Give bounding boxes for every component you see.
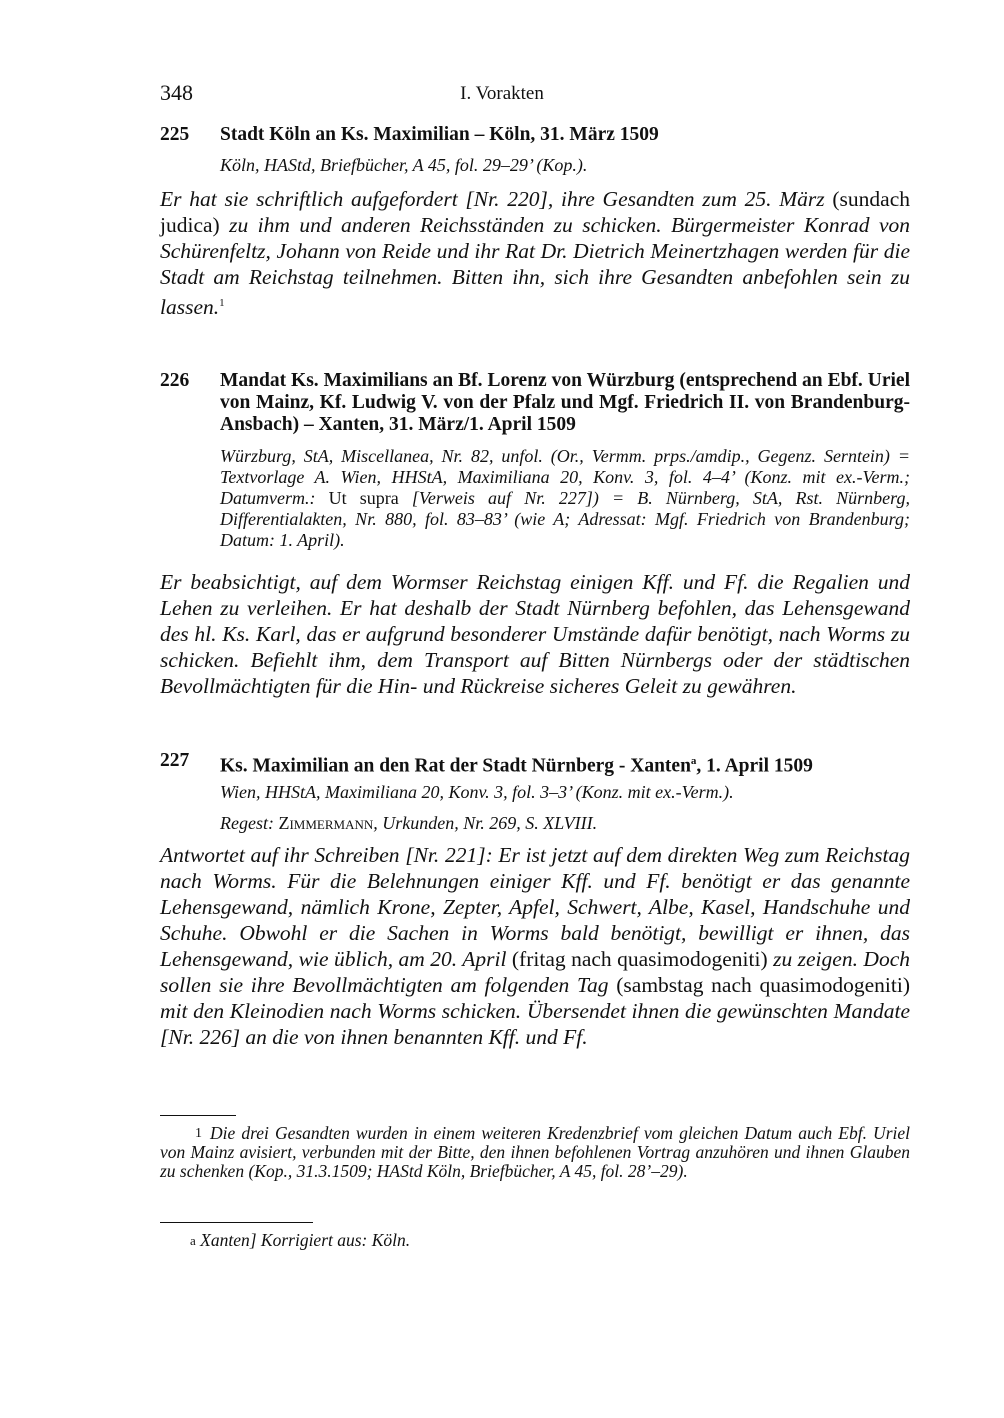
title-part: Ks. Maximilian an den Rat der Stadt Nürnberg - Xanten: [220, 755, 691, 777]
text-segment-roman: (sambstag nach quasimodogeniti): [616, 973, 910, 997]
text-segment: Würzburg, StA, Miscellanea, Nr. 82, unfol. (Or., Vermm. prps./amdip., Gegenz. Serntein) = Textvorlage A. Wien, HHStA, Maximiliana 20, Konv. 3, fol. 4–4’ (Konz. mit ex.-Verm.; Datumverm.:: [220, 446, 910, 508]
text-segment: zu ihm und anderen Reichsständen zu schicken. Bürgermeister Konrad von Schürenfeltz, Johann von Reide und ihr Rat Dr. Dietrich Meinertzhagen werden für die Stadt am Reichstag teilnehmen. Bitten ihn, sich ihre Gesandten anbefohlen sein zu lassen.: [160, 213, 910, 320]
text-segment: mit den Kleinodien nach Worms schicken. Übersendet ihnen die gewünschten Mandate [Nr. 226] an die von ihnen benannten Kff. und Ff.: [160, 999, 910, 1049]
running-title: I. Vorakten: [460, 83, 544, 104]
text-segment: zu zeigen. Doch sollen sie ihre Bevollmächtigten am folgenden Tag: [160, 947, 910, 997]
footnote-text: Die drei Gesandten wurden in einem weiteren Kredenzbrief vom gleichen Datum auch Ebf. Uriel von Mainz avisiert, verbunden mit der Bitte, den ihnen befohlenen Vortrag anzuhören und ihnen Glauben zu schenken (Kop., 31.3.1509; HAStd Köln, Briefbücher, A 45, fol. 28’–29).: [160, 1123, 910, 1181]
entry-225-heading: [160, 124, 910, 146]
entry-number: 226: [160, 370, 190, 391]
footnote-a: [190, 1231, 940, 1250]
text-segment: [Verweis auf Nr. 227]) = B. Nürnberg, StA, Rst. Nürnberg, Differentialakten, Nr. 880, fol. 83–83’ (wie A; Adressat: Mgf. Friedrich von Brandenburg; Datum: 1. April).: [220, 488, 910, 550]
entry-227-source: Wien, HHStA, Maximiliana 20, Konv. 3, fol. 3–3’ (Konz. mit ex.-Verm.).: [220, 782, 734, 802]
entry-226-source: [220, 446, 910, 551]
entry-226-text: Er beabsichtigt, auf dem Wormser Reichstag einigen Kff. und Ff. die Regalien und Lehen zu verleihen. Er hat deshalb der Stadt Nürnberg befohlen, das Lehensgewand des hl. Ks. Karl, das er aufgrund besonderer Umstände dafür benötigt, nach Worms zu schicken. Befiehlt ihm, dem Transport auf Bitten Nürnbergs oder der städtischen Bevollmächtigten für die Hin- und Rückreise sicheres Geleit zu gewähren.: [160, 570, 910, 698]
text-segment: Er hat sie schriftlich aufgefordert [Nr. 220], ihre Gesandten zum 25. März: [160, 187, 833, 211]
text-segment-roman: (sundach judica): [160, 187, 910, 237]
entry-number: 227: [160, 750, 190, 771]
entry-226-heading: [160, 370, 910, 436]
footnote-text: Xanten] Korrigiert aus: Köln.: [200, 1230, 411, 1250]
footnote-mark: a: [190, 1233, 196, 1248]
title-part: , 1. April 1509: [696, 755, 813, 777]
footnote-ref[interactable]: 1: [219, 297, 225, 309]
footnote-rule: [160, 1115, 236, 1116]
entry-number: 225: [160, 124, 190, 145]
entry-title: Mandat Ks. Maximilians an Bf. Lorenz von Würzburg (entsprechend an Ebf. Uriel von Mainz, Kf. Ludwig V. von der Pfalz und Mgf. Friedrich II. von Brandenburg-Ansbach) – Xanten, 31. März/1. April 1509: [220, 370, 910, 435]
regest-author: Zimmermann: [278, 813, 374, 833]
page-number: 348: [160, 80, 193, 105]
footnote-rule: [160, 1222, 313, 1223]
entry-227-heading: [160, 750, 910, 778]
footnote-1: [160, 1124, 910, 1181]
entry-title: [220, 750, 910, 778]
regest-rest: , Urkunden, Nr. 269, S. XLVIII.: [373, 813, 598, 833]
text-segment-roman: Ut supra: [328, 488, 399, 508]
entry-227-text: [160, 842, 910, 1050]
regest-label: Regest:: [220, 813, 279, 833]
text-segment: Antwortet auf ihr Schreiben [Nr. 221]: Er ist jetzt auf dem direkten Weg zum Reichstag nach Worms. Für die Belehnungen einiger Kff. und Ff. benötigt er das genannte Lehensgewand, nämlich Krone, Zepter, Apfel, Schwert, Albe, Kasel, Handschuhe und Schuhe. Obwohl er die Sachen in Worms bald benötigt, bewilligt er ihnen, das Lehensgewand, wie üblich, am 20. April: [160, 843, 910, 971]
entry-title: Stadt Köln an Ks. Maximilian – Köln, 31. März 1509: [220, 124, 659, 145]
footnote-ref[interactable]: a: [690, 755, 697, 767]
entry-225-text: [160, 186, 910, 320]
footnote-mark: 1: [195, 1126, 202, 1141]
entry-227-regest: [220, 813, 910, 834]
text-segment-roman: (fritag nach quasimodogeniti): [511, 947, 768, 971]
entry-225-source: Köln, HAStd, Briefbücher, A 45, fol. 29–29’ (Kop.).: [220, 155, 588, 175]
